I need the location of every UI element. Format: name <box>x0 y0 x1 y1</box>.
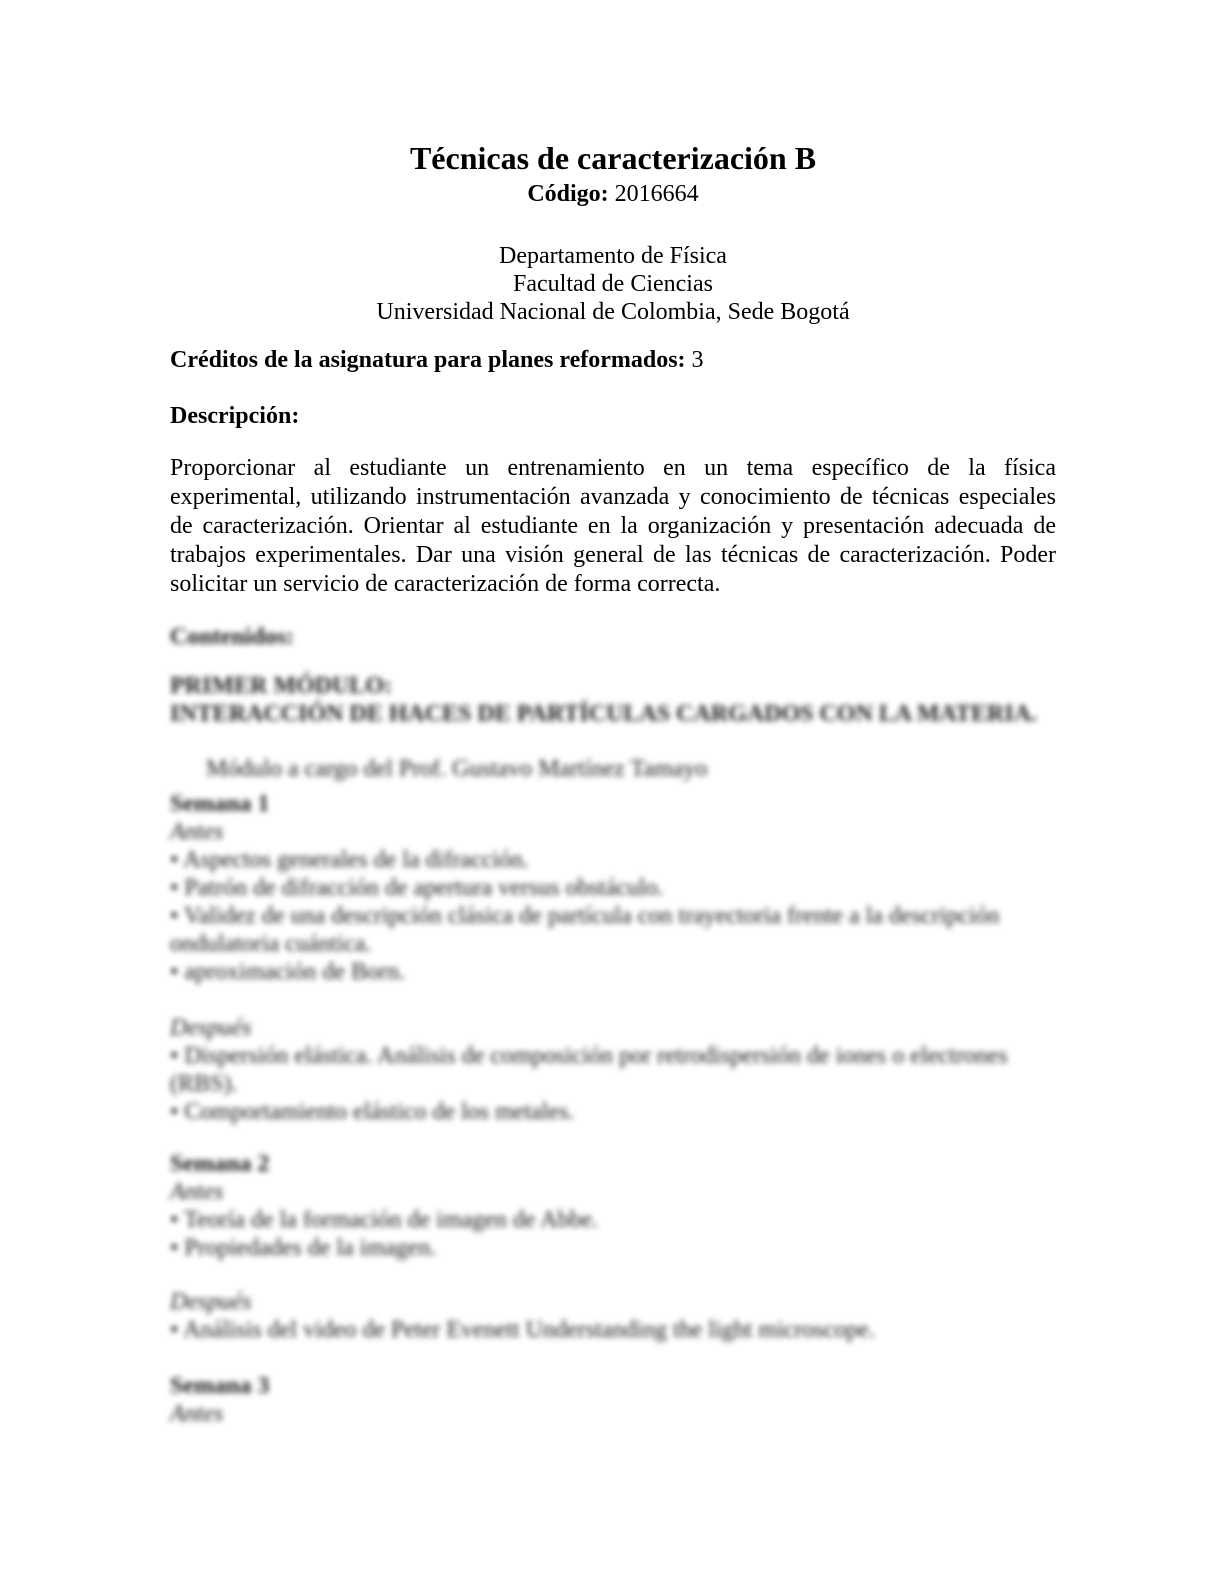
week-3-before-label: Antes <box>170 1401 224 1427</box>
description-heading: Descripción: <box>170 403 300 429</box>
institution-faculty: Facultad de Ciencias <box>513 271 713 297</box>
blurred-region <box>170 623 1056 1428</box>
course-code-label: Código: <box>527 181 609 207</box>
list-item: • Teoría de la formación de imagen de Abbe. <box>170 1207 599 1233</box>
module-title-line2: INTERACCIÓN DE HACES DE PARTÍCULAS CARGADOS CON LA MATERIA. <box>170 701 1038 727</box>
week-2-title: Semana 2 <box>170 1151 270 1177</box>
list-item: • aproximación de Born. <box>170 959 406 985</box>
week-1-after-label: Después <box>170 1015 252 1041</box>
institution-block <box>170 242 1056 326</box>
page-title: Técnicas de caracterización B <box>409 140 817 176</box>
week-2-after-label: Después <box>170 1289 252 1315</box>
list-item: • Comportamiento elástico de los metales. <box>170 1099 575 1125</box>
module-title <box>170 672 1056 728</box>
list-item: • Validez de una descripción clásica de partícula con trayectoria frente a la descripción ondulatoria cuántica. <box>170 903 1000 957</box>
course-code-value: 2016664 <box>614 181 699 207</box>
contents-heading: Contenidos: <box>170 624 295 650</box>
list-item: • Patrón de difracción de apertura versus obstáculo. <box>170 875 664 901</box>
list-item: • Dispersión elástica. Análisis de composición por retrodispersión de iones o electrones (RBS). <box>170 1043 1008 1097</box>
list-item: • Análisis del video de Peter Evenett Understanding the light microscope. <box>170 1317 875 1343</box>
week-3-title: Semana 3 <box>170 1373 270 1399</box>
list-item: • Aspectos generales de la difracción. <box>170 847 529 873</box>
credits-label: Créditos de la asignatura para planes reformados: <box>170 347 686 373</box>
week-2-before-label: Antes <box>170 1179 224 1205</box>
module-title-line1: PRIMER MÓDULO: <box>170 673 392 699</box>
week-1-before-label: Antes <box>170 819 224 845</box>
description-paragraph: Proporcionar al estudiante un entrenamiento en un tema específico de la física experimental, utilizando instrumentación avanzada y conocimiento de técnicas especiales de caracterización. Orientar al estudiante en la organización y presentación adecuada de trabajos experimentales. Dar una visión general de las técnicas de caracterización. Poder solicitar un servicio de caracterización de forma correcta. <box>170 455 1056 597</box>
document-body <box>170 0 1056 1428</box>
institution-university: Universidad Nacional de Colombia, Sede Bogotá <box>376 299 850 325</box>
institution-department: Departamento de Física <box>499 243 727 269</box>
week-1-title: Semana 1 <box>170 791 270 817</box>
credits-value: 3 <box>691 347 704 373</box>
module-instructor: Módulo a cargo del Prof. Gustavo Martínez Tamayo <box>206 756 708 782</box>
list-item: • Propiedades de la imagen. <box>170 1235 437 1261</box>
credits-line <box>170 346 1056 374</box>
course-code-line <box>170 180 1056 208</box>
